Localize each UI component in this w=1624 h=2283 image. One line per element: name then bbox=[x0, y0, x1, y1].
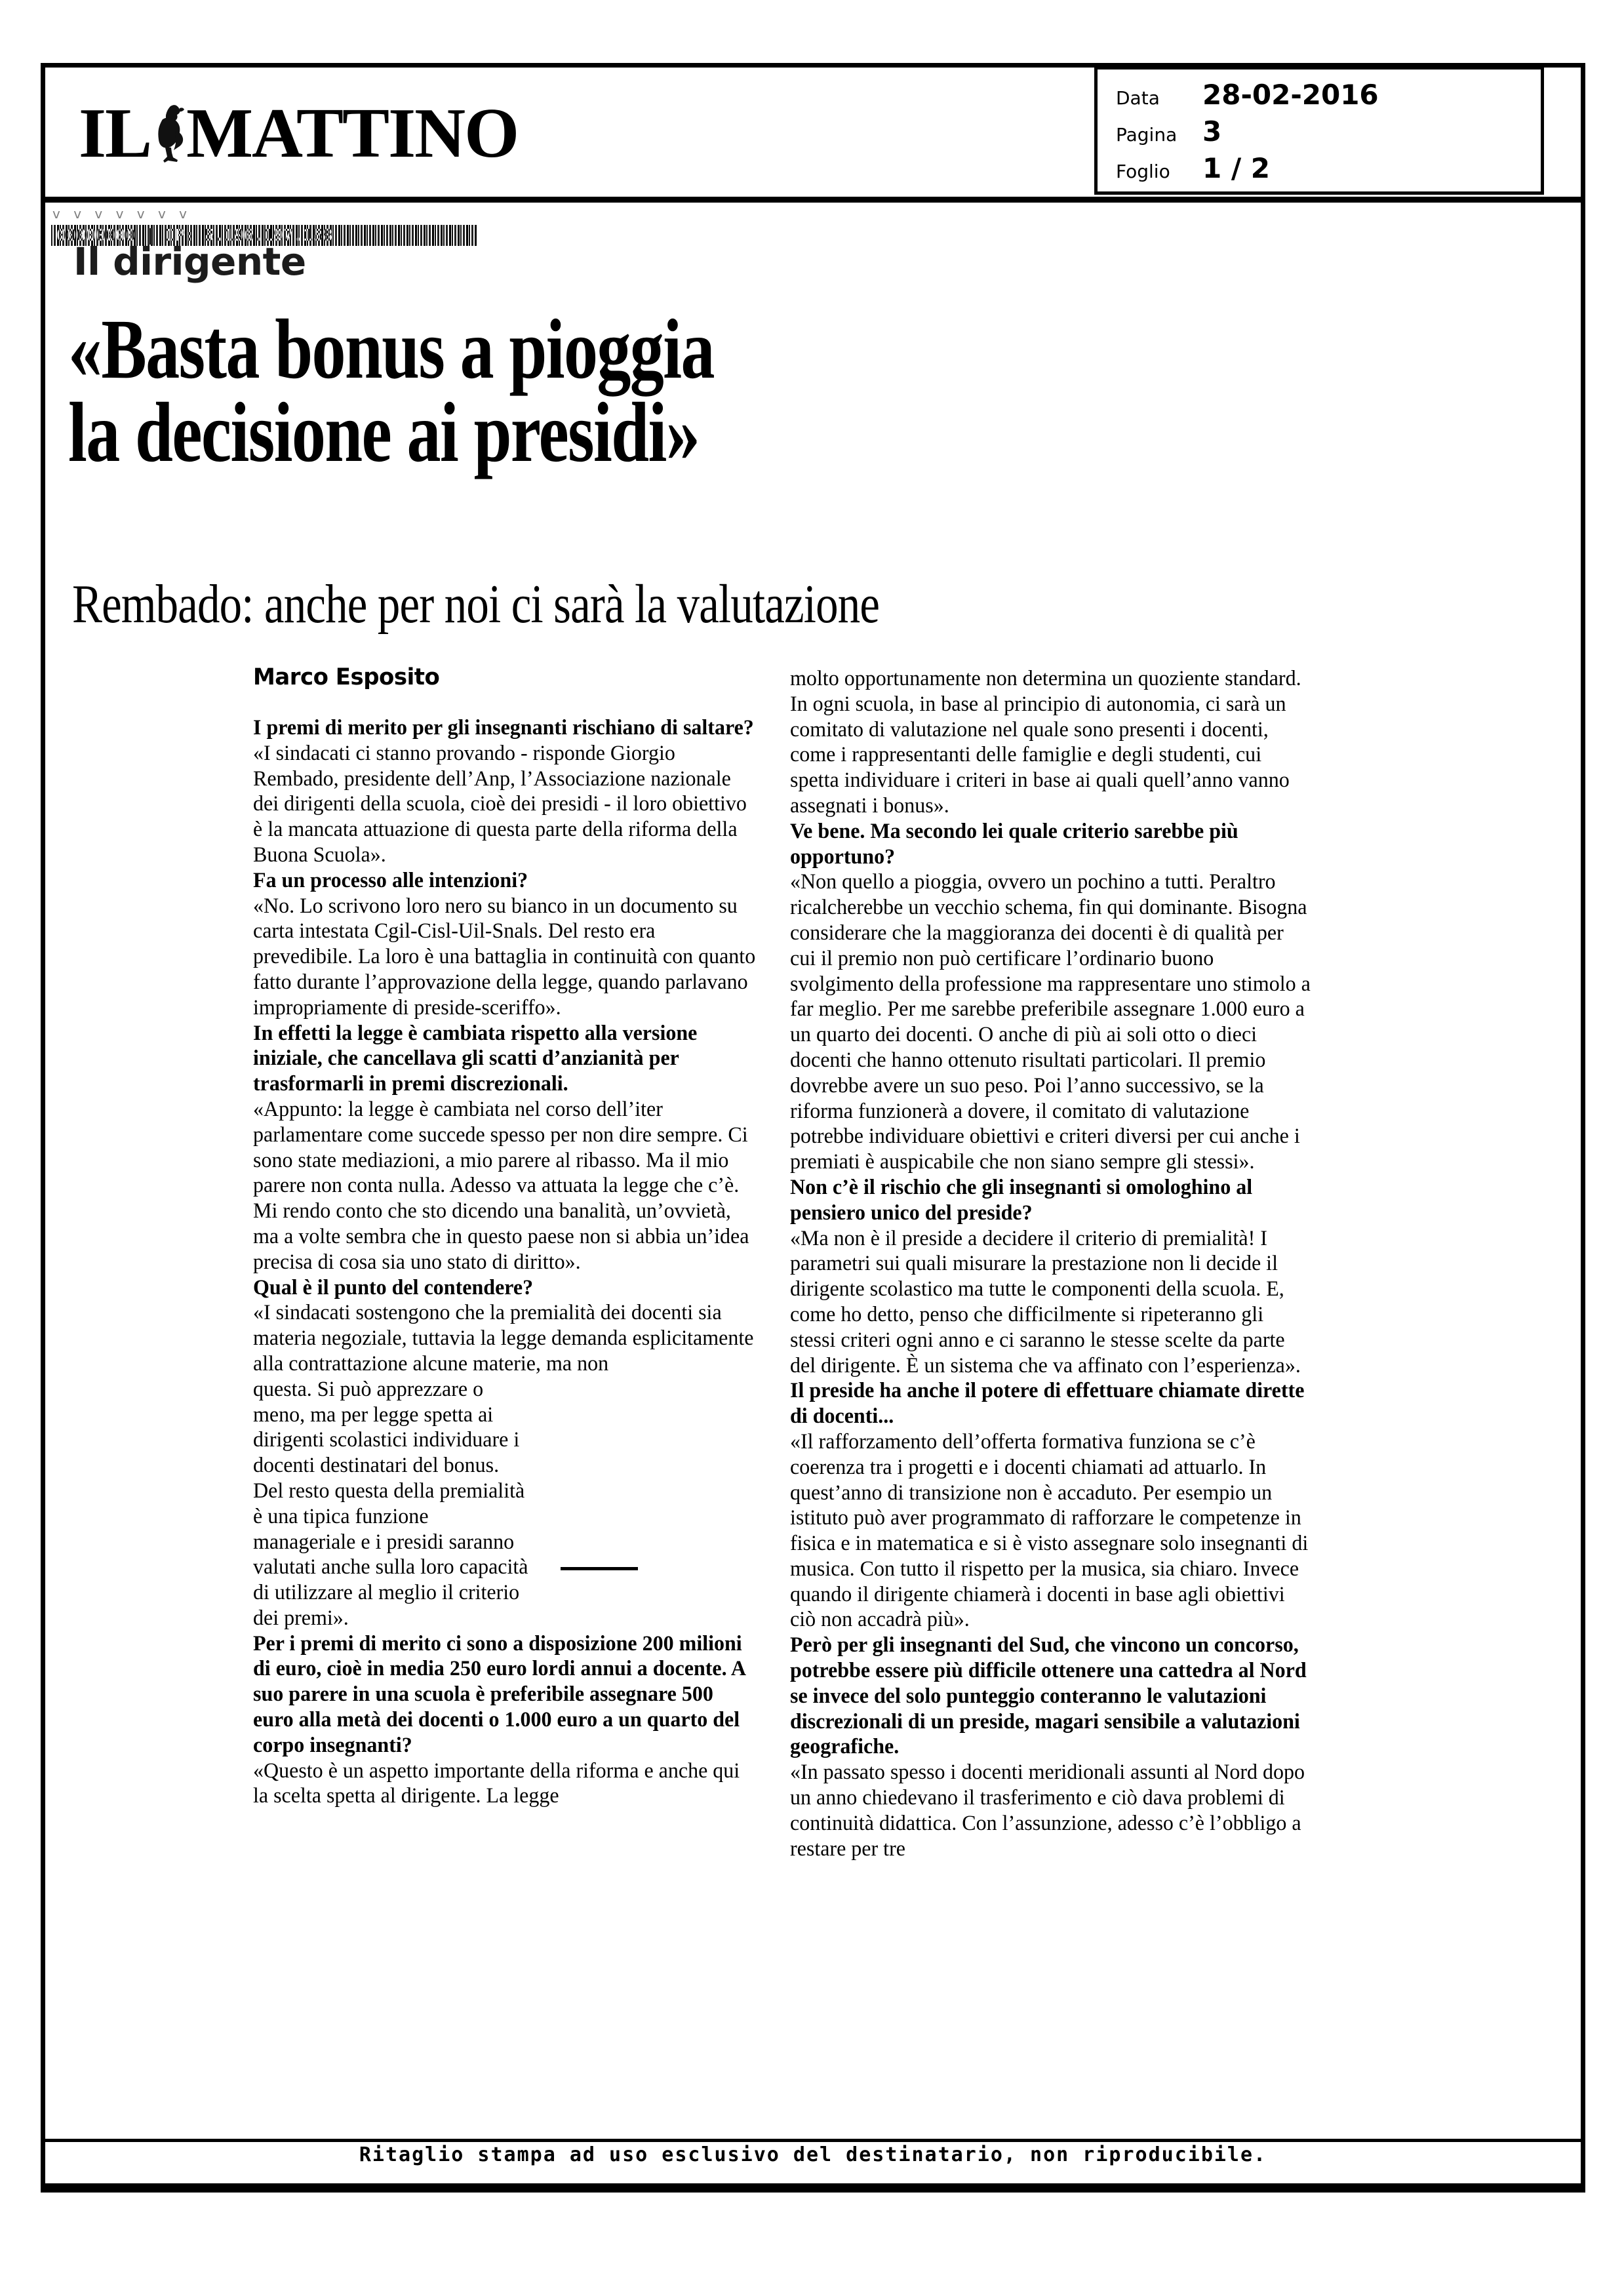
article-headline bbox=[68, 302, 1379, 481]
interview-answer: «Appunto: la legge è cambiata nel corso dell’iter parlamentare come succede spesso per non dire sempre. Ci sono state mediazioni, a mio parere al ribasso. Ma il mio parere non conta nulla. Adesso va attuata la legge che c’è. Mi rendo conto che sto dicendo una banalità, un’ovvietà, ma a volte sembra che in questo paese non si abbia un’idea precisa di cosa sia uno stato di diritto». bbox=[253, 1097, 749, 1274]
interview-answer: «I sindacati sostengono che la premialità dei docenti sia materia negoziale, tuttavia la legge demanda esplicitamente alla contrattazione alcune materie, ma non bbox=[253, 1301, 754, 1376]
metadata-label-pagina: Pagina bbox=[1116, 124, 1178, 146]
interview-answer: «In passato spesso i docenti meridionali assunti al Nord dopo un anno chiedevano il trasferimento e ciò dava problemi di continuità didattica. Con l’assunzione, adesso c’è l’obbligo a restare per tre bbox=[790, 1760, 1305, 1861]
metadata-label-foglio: Foglio bbox=[1116, 161, 1170, 182]
metadata-value-foglio: 1 / 2 bbox=[1202, 152, 1271, 184]
scribble-marks: v v v v v v v bbox=[52, 206, 191, 222]
interview-answer: «Questo è un aspetto importante della riforma e anche qui la scelta spetta al dirigente. La legge bbox=[253, 1758, 740, 1808]
masthead-name-left: IL bbox=[79, 94, 151, 172]
metadata-row-foglio bbox=[1116, 152, 1541, 191]
interview-answer: «Ma non è il preside a decidere il criterio di premialità! I parametri sui quali misurare la prestazione non li decide il dirigente scolastico ma tutte le componenti della scuola. E, come ho detto, penso che difficilmente si ripeteranno gli stessi criteri ogni anno e ci saranno le stesse scelte da parte del dirigente. È un sistema che va affinato con l’esperienza». bbox=[790, 1226, 1301, 1378]
masthead-name-right: MATTINO bbox=[186, 94, 519, 172]
frame-footer-divider bbox=[41, 2139, 1585, 2142]
metadata-value-data: 28-02-2016 bbox=[1202, 79, 1379, 111]
interview-question: Ve bene. Ma secondo lei quale criterio sarebbe più opportuno? bbox=[790, 819, 1238, 869]
article-byline: Marco Esposito bbox=[253, 664, 440, 690]
article-subheadline: Rembado: anche per noi ci sarà la valutazione bbox=[72, 574, 880, 635]
headline-line-2: la decisione ai presidi» bbox=[68, 386, 700, 481]
interview-question: Però per gli insegnanti del Sud, che vincono un concorso, potrebbe essere più difficile ottenere una cattedra al Nord se invece del solo punteggio conteranno le valutazioni discrezionali di un preside, magari sensibile a valutazioni geografiche. bbox=[790, 1633, 1307, 1759]
interview-answer: molto opportunamente non determina un quoziente standard. In ogni scuola, in base al principio di autonomia, ci sarà un comitato di valutazione nel quale sono presenti i docenti, come i rappresentanti delle famiglie e degli studenti, cui spetta individuare i criteri in base ai quali quell’anno vanno assegnati i bonus». bbox=[790, 667, 1301, 818]
interview-question: Fa un processo alle intenzioni? bbox=[253, 868, 528, 892]
metadata-row-data bbox=[1116, 81, 1541, 118]
interview-answer: «Il rafforzamento dell’offerta formativa funziona se c’è coerenza tra i progetti e i docenti chiamati ad attuarlo. In quest’anno di transizione non è accaduto. Per esempio un istituto può aver programmato di rafforzare le competenze in fisica e in matematica e si è visto assegnare solo insegnanti di musica. Con tutto il rispetto per la musica, sia chiaro. Invece quando il dirigente chiamerà i docenti in base agli obiettivi ciò non accadrà più». bbox=[790, 1429, 1309, 1632]
body-column-left bbox=[253, 666, 755, 1809]
frame-masthead-divider bbox=[41, 197, 1585, 203]
column-inline-rule bbox=[561, 1567, 638, 1570]
headline-line-1: «Basta bonus a pioggia bbox=[68, 302, 714, 397]
metadata-row-pagina bbox=[1116, 115, 1541, 155]
rooster-icon bbox=[151, 102, 185, 165]
interview-question: Non c’è il rischio che gli insegnanti si omologhino al pensiero unico del preside? bbox=[790, 1175, 1253, 1225]
frame-bottom-rule bbox=[41, 2183, 1585, 2193]
metadata-label-data: Data bbox=[1116, 87, 1160, 109]
interview-answer-narrow: questa. Si può apprezzare o meno, ma per legge spetta ai dirigenti scolastici individuare i docenti destinatari del bonus. Del resto questa della premialità è una tipica funzione manageriale e i presidi saranno valutati anche sulla loro capacità di utilizzare al meglio il criterio dei premi». bbox=[253, 1377, 528, 1630]
interview-question: I premi di merito per gli insegnanti rischiano di saltare? bbox=[253, 716, 754, 740]
interview-answer: «Non quello a pioggia, ovvero un pochino a tutti. Peraltro ricalcherebbe un vecchio schema, fin qui dominante. Bisogna considerare che la maggioranza dei docenti è di qualità per cui il premio non può certificare l’ordinario buono svolgimento della professione ma rappresentare uno stimolo a far meglio. Per me sarebbe preferibile assegnare 1.000 euro a un quarto dei docenti. O anche di più ai soli otto o dieci docenti che hanno ottenuto risultati particolari. Il premio dovrebbe avere un suo peso. Poi l’anno successivo, se la riforma funzionerà a dovere, il comitato di valutazione potrebbe individuare obiettivi e criteri diversi per cui anche i premiati è auspicabile che non siano sempre gli stessi». bbox=[790, 870, 1311, 1174]
footer-usage-note: Ritaglio stampa ad uso esclusivo del destinatario, non riproducibile. bbox=[359, 2143, 1267, 2166]
interview-answer: «I sindacati ci stanno provando - risponde Giorgio Rembado, presidente dell’Anp, l’Associazione nazionale dei dirigenti della scuola, cioè dei presidi - il loro obiettivo è la mancata attuazione di questa parte della riforma della Buona Scuola». bbox=[253, 741, 747, 867]
interview-question: Il preside ha anche il potere di effettuare chiamate dirette di docenti... bbox=[790, 1379, 1305, 1429]
clipping-metadata-box bbox=[1094, 66, 1544, 195]
barcode-watermark-text: 00000000 | IP: 5.196.197.158 bbox=[56, 226, 333, 245]
interview-question: Per i premi di merito ci sono a disposizione 200 milioni di euro, cioè in media 250 euro lordi annui a docente. A suo parere in una scuola è preferibile assegnare 500 euro alla metà dei docenti o 1.000 euro a un quarto del corpo insegnanti? bbox=[253, 1631, 745, 1757]
article-kicker: Il dirigente bbox=[73, 239, 306, 284]
interview-question: Qual è il punto del contendere? bbox=[253, 1275, 534, 1300]
interview-question: In effetti la legge è cambiata rispetto alla versione iniziale, che cancellava gli scatti d’anzianità per trasformarli in premi discrezionali. bbox=[253, 1021, 698, 1096]
body-column-right bbox=[790, 666, 1311, 1861]
masthead bbox=[79, 84, 518, 184]
interview-answer: «No. Lo scrivono loro nero su bianco in un documento su carta intestata Cgil-Cisl-Uil-Snals. Del resto era prevedibile. La loro è una battaglia in continuità con quanto fatto durante l’approvazione della legge, quando parlavano impropriamente di preside-sceriffo». bbox=[253, 894, 756, 1020]
metadata-value-pagina: 3 bbox=[1202, 115, 1222, 148]
